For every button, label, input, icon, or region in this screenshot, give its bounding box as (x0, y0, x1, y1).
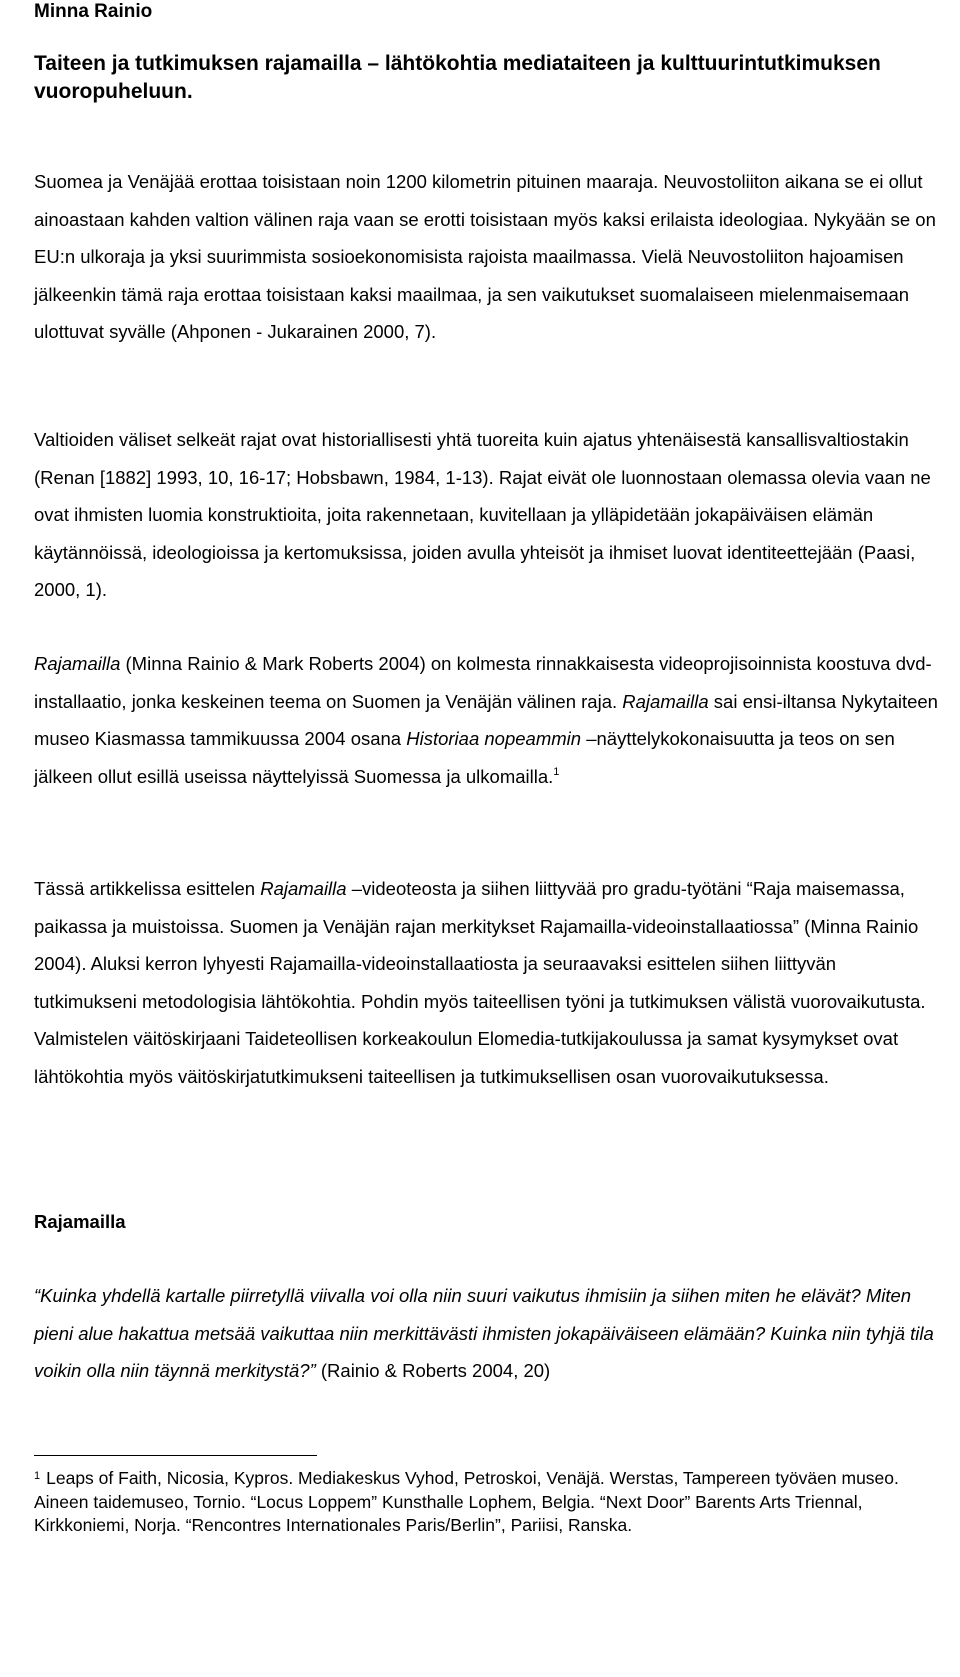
section-heading: Rajamailla (34, 1211, 126, 1232)
text-span: –videoteosta ja siihen liittyvää pro gradu-työtäni “Raja maisemassa, paikassa ja muistoissa. Suomen ja Venäjän rajan merkitykset Rajamailla-videoinstallaatiossa” (Minna Rainio 2004). Aluksi kerron lyhyesti Rajamailla-videoinstallaatiosta ja seuraavaksi esittelen siihen liittyvän tutkimukseni metodologisia lähtökohtia. Pohdin myös taiteellisen työni ja tutkimuksen välistä vuorovaikutusta. Valmistelen väitöskirjaani Taideteollisen korkeakoulun Elomedia-tutkijakoulussa ja samat kysymykset ovat lähtökohtia myös väitöskirjatutkimukseni taiteellisen ja tutkimuksellisen osan vuorovaikutuksessa. (34, 878, 926, 1087)
paragraph-article-overview (34, 870, 938, 1095)
quote-text: “Kuinka yhdellä kartalle piirretyllä viivalla voi olla niin suuri vaikutus ihmisiin ja siihen miten he elävät? Miten pieni alue hakattua metsää vaikuttaa niin merkittävästi ihmisten jokapäiväiseen elämään? Kuinka niin tyhjä tila voikin olla niin täynnä merkitystä?” (34, 1285, 934, 1381)
paragraph-borders: Valtioiden väliset selkeät rajat ovat historiallisesti yhtä tuoreita kuin ajatus yhtenäisestä kansallisvaltiostakin (Renan [1882] 1993, 10, 16-17; Hobsbawn, 1984, 1-13). Rajat eivät ole luonnostaan olemassa olevia vaan ne ovat ihmisten luomia konstruktioita, joita rakennetaan, kuvitellaan ja ylläpidetään jokapäiväisen elämän käytännöissä, ideologioissa ja kertomuksissa, joiden avulla yhteisöt ja ihmiset luovat identiteettejään (Paasi, 2000, 1). (34, 429, 931, 600)
text-span: –näyttelykokonaisuutta ja teos on sen jälkeen ollut esillä useissa näyttelyissä Suomessa ja ulkomailla. (34, 728, 895, 787)
quote-citation: (Rainio & Roberts 2004, 20) (315, 1360, 551, 1381)
author-name: Minna Rainio (34, 1, 153, 22)
work-title-italic: Rajamailla (260, 878, 347, 899)
exhibition-title-italic: Historiaa nopeammin (406, 728, 582, 749)
text-span: sai ensi-iltansa Nykytaiteen museo Kiasmassa tammikuussa 2004 osana (34, 690, 938, 749)
text-span: Tässä artikkelissa esittelen (34, 878, 261, 899)
footnote-reference[interactable]: 1 (553, 765, 560, 778)
footnote-text: Leaps of Faith, Nicosia, Kypros. Mediakeskus Vyhod, Petroskoi, Venäjä. Werstas, Tampereen työväen museo. Aineen taidemuseo, Tornio. “Locus Loppem” Kunsthalle Lophem, Belgia. “Next Door” Barents Arts Triennal, Kirkkoniemi, Norja. “Rencontres Internationales Paris/Berlin”, Pariisi, Ranska. (34, 1468, 899, 1535)
footnote-divider (34, 1455, 317, 1456)
work-title-italic: Rajamailla (622, 690, 709, 712)
footnote (34, 1467, 938, 1538)
work-title-italic: Rajamailla (34, 653, 121, 674)
text-span: (Minna Rainio & Mark Roberts 2004) on kolmesta rinnakkaisesta videoprojisoinnista koostuva dvd-installaatio, jonka keskeinen teema on Suomen ja Venäjän välinen raja. (34, 653, 932, 712)
footnote-mark: 1 (34, 1470, 41, 1482)
article-title: Taiteen ja tutkimuksen rajamailla – lähtökohtia mediataiteen ja kulttuurintutkimuksen vuoropuheluun. (34, 52, 881, 103)
block-quote (34, 1277, 938, 1390)
paragraph-installation (34, 645, 938, 795)
paragraph-intro: Suomea ja Venäjää erottaa toisistaan noin 1200 kilometrin pituinen maaraja. Neuvostoliiton aikana se ei ollut ainoastaan kahden valtion välinen raja vaan se erotti toisistaan myös kaksi erilaista ideologiaa. Nykyään se on EU:n ulkoraja ja yksi suurimmista sosioekonomisista rajoista maailmassa. Vielä Neuvostoliiton hajoamisen jälkeenkin tämä raja erottaa toisistaan kaksi maailmaa, ja sen vaikutukset suomalaiseen mielenmaisemaan ulottuvat syvälle (Ahponen - Jukarainen 2000, 7). (34, 171, 936, 342)
